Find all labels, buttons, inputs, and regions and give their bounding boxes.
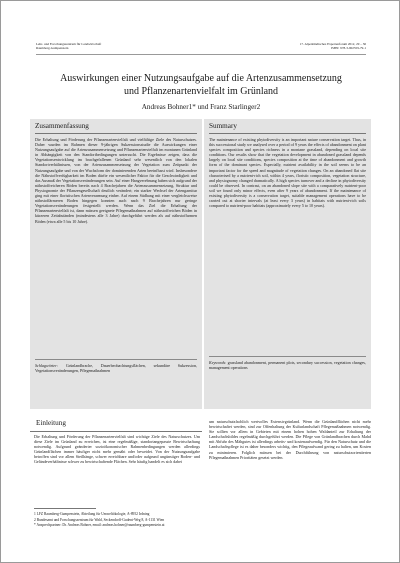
footnotes: [34, 512, 364, 529]
zusammenfassung-box: [30, 119, 202, 409]
einleitung-heading-rule: [30, 431, 202, 432]
einleitung-text-right-column: um naturschutzfachlich wertvolles Extensivgrünland. Wenn die Grünlandflächen nicht mehr bewirtschaftet werden, sind zur Offenhaltung der Kulturlandschaft Pflegemaßnahmen notwendig. Sie sollten vor allem in Gebieten mit einem hohen hohen Waldanteil zur Erhaltung der Landschaftsbildes regelmäßig durchgeführt werden. Die Pflege von Grünlandbrachen durch Mahd mit Abfuhr des Mähgutes ist allerdings arbeits- und kostenaufwendig. Für den Naturschutz und die Landschaftspflege ist es daher besonders wichtig, den Pflegeaufwand gering zu halten, um Kosten zu minimieren. Folglich müssen bei der Durchführung von naturschutzorientierten Pflegemaßnahmen Prioritäten gesetzt werden.: [209, 419, 371, 460]
zusammenfassung-text: Die Erhaltung und Förderung der Pflanzenartenvielfalt und vielfältige Ziele des Naturschutzes. Daher wurden im Rahmen dieser 9-jährigen Sukzessionsstudie die Auswirkungen einer Nutzungsaufgabe auf die Artenzusammensetzung und Pflanzenartenvielfalt im montanen Grünland in Abhängigkeit von den Standortbedingungen untersucht. Die Ergebnisse zeigen, dass die Vegetationsentwicklung im brachgefallenen Grünland sehr wesentlich von den lokalen Standortverhältnissen, von der Artenzusammensetzung der Vegetation zum Zeitpunkt der Nutzungsaufgabe und von der Wuchsform der dominierenden Arten beeinflusst wird. Insbesondere die Nährstoffverfügbarkeit im Boden dürfte ein wesentlicher Faktor für die Geschwindigkeit und das Ausmaß der Vegetationsveränderungen sein. Auf einer Hangverebnung haben sich aufgrund der nährstoffreicheren Böden bereits nach 4 Brachejahren die Artenzusammensetzung, Struktur und Physiognomie der Pflanzengesellschaft deutlich verändert; ein starker Wechsel der Artengarnitur ging mit einer floristischen Artenverarmung einher. Auf einem Südhang mit einer vergleichsweise nährstoffärmeren Boden hingegen konnten auch nach 9 Brachejahren nur geringe Vegetationsveränderungen festgestellt werden. Wenn das Ziel die Erhaltung der Pflanzenartenvielfalt ist, dann müssen geeignete Pflegemaßnahmen auf nährstoffreichen Böden in kürzeren Zeitabständen (mindestens alle 3 Jahre) durchgeführt werden als auf nährstoffarmen Böden (etwa alle 5 bis 10 Jahre).: [35, 137, 197, 224]
summary-box: [204, 119, 371, 409]
zusammenfassung-heading: Zusammenfassung: [35, 122, 89, 130]
summary-keywords-rule: [209, 356, 366, 357]
zusammenfassung-heading-rule: [35, 133, 197, 134]
summary-text: The maintenance of existing phytodiversity is an important nature conservation target. Thus, in this successional study we analysed over a period of 9 years the effects of abandonment on plant species composition and species richness in a montane grassland, depending on local site conditions. Our results show that the vegetation development in abandoned grassland depends largely on local site conditions, species composition at the time of abandonment and growth form of the dominant species. Especially, nutrient availability in the soil seems to be an important factor for the speed and magnitude of vegetation changes. On an abandoned flat site characterised by a nutrient-rich soil, within 4 years, floristic composition, vegetation structure, and physiognomy changed dramatically. A high species turnover and a decline in phytodiversity could be observed. In contrast, on an abandoned slope site with a comparatively nutrient-poor soil we found only minor effects, even after 9 years of abandonment. If the maintenance of existing phytodiversity is a conservation target, suitable management operations have to be carried out at shorter intervals (at least every 3 years) in habitats with nutrient-rich soils compared to nutrient-poor habitats (approximately every 5 to 10 years).: [209, 137, 366, 209]
title-line-1: Auswirkungen einer Nutzungsaufgabe auf die Artenzusammensetzung: [60, 73, 342, 84]
summary-heading: Summary: [209, 122, 237, 130]
publication-header: [166, 42, 366, 51]
institution-line-1: Lehr- und Forschungszentrum für Landwirtschaft: [36, 42, 102, 46]
keywords-label-de: Schlagwörter:: [35, 363, 59, 368]
zusammenfassung-keywords: [35, 363, 197, 373]
footnote-1: 1 LFZ Raumberg-Gumpenstein, Abteilung für Umweltökologie, A-8952 Irdning: [34, 512, 150, 516]
keywords-text-de: Grünlandbrache, Dauerbeobachtungsflächen, sekundäre Sukzession, Vegetationsveränderungen, Pflegemaßnahmen: [35, 363, 197, 374]
paper-title: [41, 72, 361, 98]
einleitung-text-left-column: Die Erhaltung und Förderung der Pflanzenartenvielfalt sind wichtige Ziele des Naturschutzes. Um diese Ziele im Grünland zu erreichen, ist eine regelmäßige, standortangepasste Bewirtschaftung notwendig. Aufgrund geänderter sozioökonomischer Rahmenbedingungen werden allerdings Grünlandflächen immer häufiger nicht mehr gemäht oder beweidet. Von der Nutzungsaufgabe betroffen sind vor allem Steilhänge, schwer erreichbare und/oder aufgrund ungünstiger Boden- und Geländeverhältnisse schwer zu bewirtschaftende Flächen. Sehr häufig handelt es sich dabei: [34, 434, 200, 465]
header-divider: [36, 54, 366, 55]
publication-line-1: 17. Alpenländisches Expertenforum 2012, 29 – 36: [299, 42, 366, 46]
publication-line-2: ISBN: 978-3-902559-79-1: [330, 46, 366, 51]
zusammenfassung-keywords-rule: [35, 359, 197, 360]
keywords-text-en: grassland abandonment, permanent plots, secondary succession, vegetation changes, management operations: [209, 360, 366, 371]
footnote-3: * Ansprechpartner: Dr. Andreas Bohner, email: andreas.bohner@raumberg-gumpenstein.at: [34, 523, 165, 527]
institution-line-2: Raumberg-Gumpenstein: [36, 46, 69, 51]
footnote-2: 2 Bundesamt und Forschungszentrum für Wald, Seckendorff-Gudent-Weg 8, A-1131 Wien: [34, 517, 165, 522]
footnote-divider: [34, 508, 96, 509]
author-line: Andreas Bohner1* und Franz Starlinger2: [141, 103, 261, 111]
title-line-2: und Pflanzenartenvielfalt im Grünland: [123, 86, 279, 97]
summary-heading-rule: [209, 133, 366, 134]
keywords-label-en: Keywords:: [209, 360, 227, 365]
summary-keywords: [209, 360, 366, 370]
einleitung-heading: Einleitung: [36, 419, 66, 427]
